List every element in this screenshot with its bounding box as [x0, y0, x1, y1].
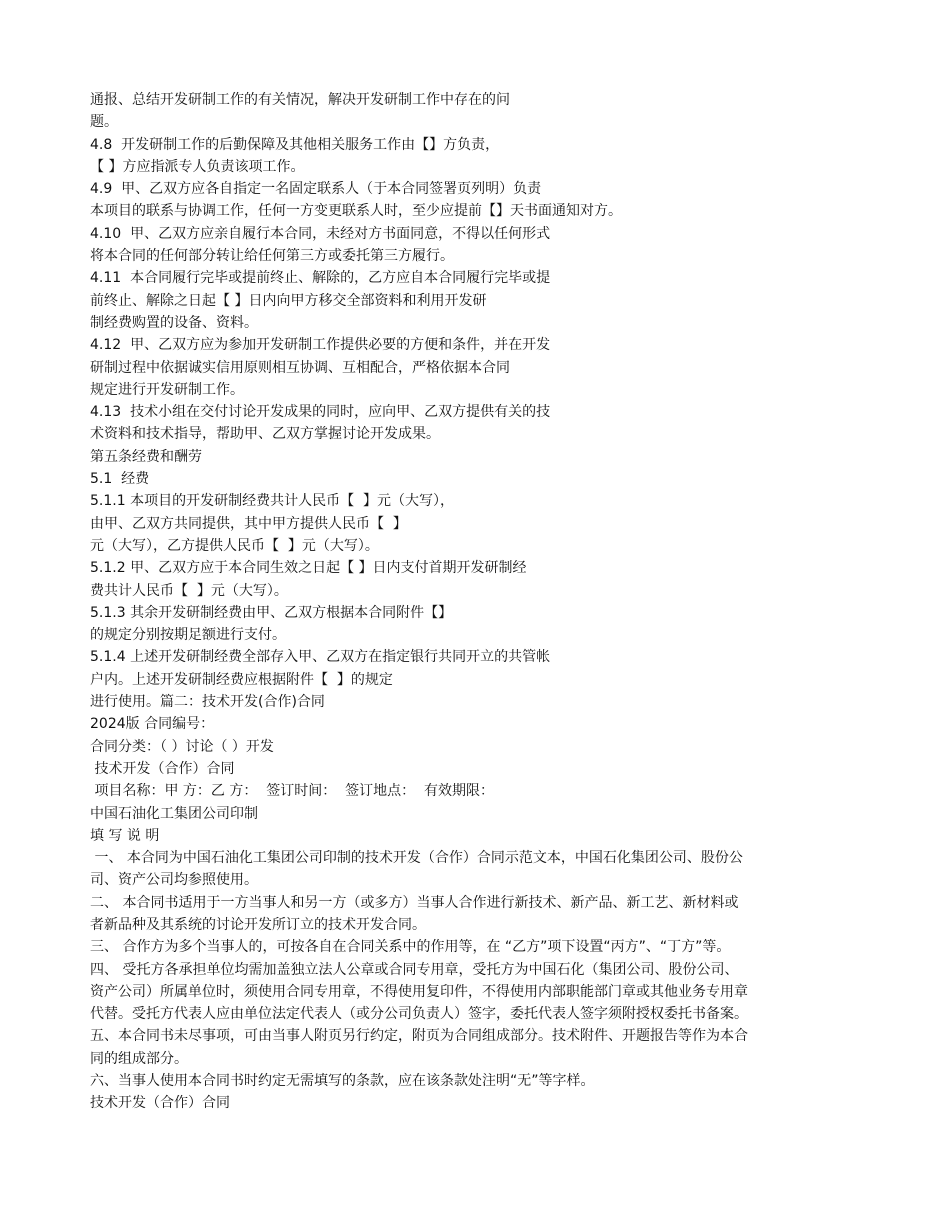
clause-5-1-1: 5.1.1 本项目的开发研制经费共计人民币【 】元（大写），: [90, 493, 454, 510]
instruction-3: 三、 合作方为多个当事人的，可按各自在合同关系中的作用等，在 “乙方”项下设置“丙方”、“丁方”等。: [90, 939, 731, 956]
clause-5-1-4: 5.1.4 上述开发研制经费全部存入甲、乙双方在指定银行共同开立的共管帐: [90, 649, 551, 666]
text-line: 元（大写），乙方提供人民币【 】元（大写）。: [90, 537, 379, 554]
instruction-6: 六、当事人使用本合同书时约定无需填写的条款，应在该条款处注明“无”等字样。: [90, 1073, 595, 1090]
clause-4-8: 4.8 开发研制工作的后勤保障及其他相关服务工作由【】方负责，: [90, 136, 500, 153]
text-line: 的规定分别按期足额进行支付。: [90, 627, 286, 644]
text-line: 代替。受托方代表人应由单位法定代表人（或分公司负责人）签字，委托代表人签字须附授权委托书备案。: [90, 1006, 748, 1023]
text-line: 本项目的联系与协调工作，任何一方变更联系人时，至少应提前【】天书面通知对方。: [90, 203, 622, 220]
text-line: 术资料和技术指导，帮助甲、乙双方掌握讨论开发成果。: [90, 426, 440, 443]
text-line: 司、资产公司均参照使用。: [90, 872, 258, 889]
instruction-5: 五、本合同书未尽事项，可由当事人附页另行约定，附页为合同组成部分。技术附件、开题报告等作为本合: [90, 1028, 748, 1045]
contract-number-line: 2024版 合同编号：: [90, 716, 215, 733]
document-page: [90, 89, 870, 1115]
text-line: 由甲、乙双方共同提供，其中甲方提供人民币【 】: [90, 515, 407, 532]
text-line: 费共计人民币【 】元（大写）。: [90, 582, 288, 599]
text-line: 研制过程中依据诚实信用原则相互协调、互相配合，严格依据本合同: [90, 359, 510, 376]
instructions-heading: 填 写 说 明: [90, 827, 160, 844]
text-line: 户内。上述开发研制经费应根据附件【 】的规定: [90, 671, 393, 688]
instruction-4: 四、 受托方各承担单位均需加盖独立法人公章或合同专用章，受托方为中国石化（集团公司、股份公司、: [90, 961, 739, 978]
text-line: 通报、总结开发研制工作的有关情况，解决开发研制工作中存在的问: [90, 92, 510, 108]
instruction-1: 一、 本合同为中国石油化工集团公司印制的技术开发（合作）合同示范文本，中国石化集团公司、股份公: [90, 850, 743, 867]
clause-4-13: 4.13 技术小组在交付讨论开发成果的同时，应向甲、乙双方提供有关的技: [90, 404, 551, 421]
clause-5-1-3: 5.1.3 其余开发研制经费由甲、乙双方根据本合同附件【】: [90, 604, 453, 621]
project-info-line: 项目名称：甲 方：乙 方： 签订时间： 签订地点： 有效期限：: [90, 783, 495, 800]
text-line: 者新品种及其系统的讨论开发所订立的技术开发合同。: [90, 916, 426, 933]
clause-5-1-2: 5.1.2 甲、乙双方应于本合同生效之日起【 】日内支付首期开发研制经: [90, 560, 527, 577]
text-line: 进行使用。篇二：技术开发(合作)合同: [90, 694, 325, 711]
clause-4-12: 4.12 甲、乙双方应为参加开发研制工作提供必要的方便和条件，并在开发: [90, 337, 551, 354]
text-line: 同的组成部分。: [90, 1050, 188, 1067]
clause-4-9: 4.9 甲、乙双方应各自指定一名固定联系人（于本合同签署页列明）负责: [90, 181, 542, 198]
clause-5-1: 5.1 经费: [90, 471, 150, 488]
contract-category-line: 合同分类：（ ）讨论（ ）开发: [90, 738, 274, 755]
clause-4-11: 4.11 本合同履行完毕或提前终止、解除的，乙方应自本合同履行完毕或提: [90, 270, 551, 287]
text-line: 规定进行开发研制工作。: [90, 381, 244, 398]
text-line: 将本合同的任何部分转让给任何第三方或委托第三方履行。: [90, 248, 454, 265]
text-line: 制经费购置的设备、资料。: [90, 314, 258, 331]
instruction-2: 二、 本合同书适用于一方当事人和另一方（或多方）当事人合作进行新技术、新产品、新工艺、新材料或: [90, 894, 739, 911]
text-line: 题。: [90, 114, 118, 131]
contract-title-footer: 技术开发（合作）合同: [90, 1095, 230, 1112]
contract-title: 技术开发（合作）合同: [90, 760, 235, 777]
publisher-line: 中国石油化工集团公司印制: [90, 805, 258, 822]
text-line: 前终止、解除之日起【 】日内向甲方移交全部资料和利用开发研: [90, 292, 487, 309]
clause-4-10: 4.10 甲、乙双方应亲自履行本合同，未经对方书面同意，不得以任何形式: [90, 225, 551, 242]
section-heading-5: 第五条经费和酬劳: [90, 448, 202, 465]
text-line: 资产公司）所属单位时，须使用合同专用章，不得使用复印件，不得使用内部职能部门章或其他业务专用章: [90, 983, 748, 1000]
text-line: 【 】方应指派专人负责该项工作。: [90, 158, 305, 175]
